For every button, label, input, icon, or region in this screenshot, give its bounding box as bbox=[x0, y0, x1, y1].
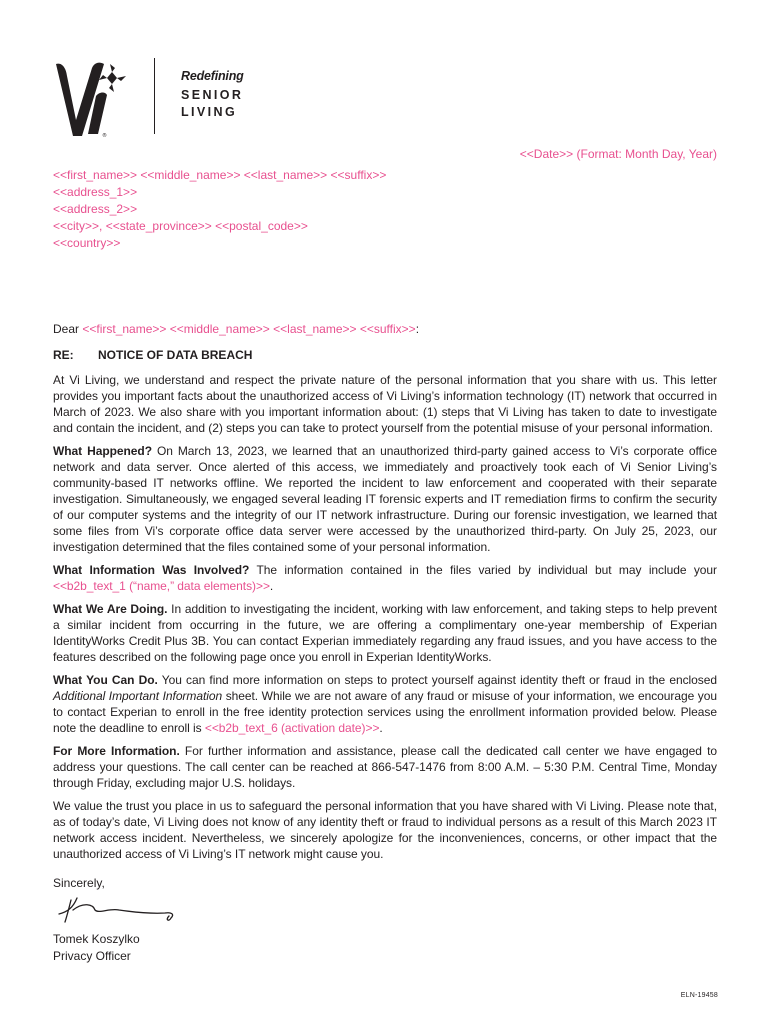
recipient-address bbox=[53, 167, 386, 252]
activation-date-placeholder: <<b2b_text_6 (activation date)>> bbox=[204, 721, 380, 735]
signer-block bbox=[53, 931, 140, 965]
trust-paragraph: We value the trust you place in us to safeguard the personal information that you have shared with Vi Living. Please note that, as of today’s date, Vi Living does not know of any identity theft or fraud to individual persons as a result of this March 2023 IT network access incident. Nevertheless, we sincerely apologize for the inconveniences, concerns, or other impact that the unauthorized access of Vi Living’s IT network might cause you. bbox=[53, 799, 717, 861]
tagline-line-3: LIVING bbox=[181, 105, 238, 119]
salutation-name-placeholder: <<first_name>> <<middle_name>> <<last_name>> <<suffix>> bbox=[82, 322, 416, 336]
address-line: <<country>> bbox=[53, 236, 121, 250]
address-line: <<first_name>> <<middle_name>> <<last_name>> <<suffix>> bbox=[53, 168, 387, 182]
re-label: RE: bbox=[53, 348, 74, 362]
subject-line bbox=[53, 347, 717, 363]
more-information-paragraph bbox=[53, 743, 717, 791]
closing: Sincerely, bbox=[53, 876, 105, 890]
tagline-line-2: SENIOR bbox=[181, 87, 244, 102]
what-you-can-do-text-cont: sheet. While we are not aware of any fraud or misuse of your information, we encourage you to contact Experian to enroll in the free identity protection services using the enrollment information provided below. Please note the deadline to enroll is bbox=[53, 689, 717, 735]
what-we-are-doing-text: In addition to investigating the incident, working with law enforcement, and taking steps to help prevent a similar incident from occurring in the future, we are offering a complimentary one-year membership of Experian IdentityWorks Credit Plus 3B. You can contact Experian immediately regarding any fraud issues, and you have access to the features described on the following page once you enroll in Experian IdentityWorks. bbox=[53, 602, 717, 664]
address-line: <<city>>, <<state_province>> <<postal_code>> bbox=[53, 219, 308, 233]
address-line: <<address_1>> bbox=[53, 185, 138, 199]
subject-text: NOTICE OF DATA BREACH bbox=[98, 348, 253, 362]
signature bbox=[53, 892, 183, 928]
signer-title: Privacy Officer bbox=[53, 949, 131, 963]
document-code: ELN-19458 bbox=[680, 992, 718, 999]
letter-body bbox=[53, 321, 717, 891]
salutation-prefix: Dear bbox=[53, 322, 83, 336]
what-we-are-doing-heading: What We Are Doing. bbox=[53, 602, 168, 616]
data-elements-placeholder: <<b2b_text_1 (“name,” data elements)>> bbox=[53, 579, 270, 593]
intro-paragraph: At Vi Living, we understand and respect the private nature of the personal information that you share with us. This letter provides you important facts about the unauthorized access of Vi Living’s information technology (IT) network that occurred in March of 2023. We also share with you important information about: (1) steps that Vi Living has taken to date to investigate and contain the incident, and (2) steps you can take to protect yourself from the potential misuse of your personal information. bbox=[53, 373, 717, 435]
what-you-can-do-paragraph bbox=[53, 672, 717, 736]
logo-divider bbox=[154, 58, 155, 134]
signer-name: Tomek Koszylko bbox=[53, 932, 140, 946]
information-involved-text: The information contained in the files varied by individual but may include your bbox=[249, 563, 717, 577]
information-involved-paragraph bbox=[53, 562, 717, 594]
salutation bbox=[53, 321, 717, 337]
svg-text:®: ® bbox=[102, 133, 107, 138]
information-involved-end: . bbox=[269, 579, 274, 593]
salutation-suffix: : bbox=[415, 322, 420, 336]
what-you-can-do-heading: What You Can Do. bbox=[53, 673, 158, 687]
logo-tagline bbox=[181, 70, 244, 124]
what-we-are-doing-paragraph bbox=[53, 601, 717, 665]
address-line: <<address_2>> bbox=[53, 202, 138, 216]
what-happened-paragraph bbox=[53, 443, 717, 555]
more-information-heading: For More Information. bbox=[53, 744, 180, 758]
tagline-line-1: Redefining bbox=[181, 69, 244, 83]
vi-logo bbox=[52, 58, 130, 138]
date-placeholder: <<Date>> (Format: Month Day, Year) bbox=[519, 147, 717, 161]
more-information-text: For further information and assistance, please call the dedicated call center we have engaged to address your questions. The call center can be reached at 866-547-1476 from 8:00 A.M. – 5:30 P.M. Central Time, Monday through Friday, excluding major U.S. holidays. bbox=[53, 744, 717, 790]
what-you-can-do-end: . bbox=[379, 721, 383, 735]
what-happened-heading: What Happened? bbox=[53, 444, 152, 458]
what-happened-text: On March 13, 2023, we learned that an unauthorized third-party gained access to Vi’s corporate office network and data server. Once alerted of this access, we immediately and proactively took each of Vi Senior Living’s community-based IT networks offline. We reported the incident to law enforcement and cooperated with their separate investigation. Simultaneously, we engaged several leading IT forensic experts and IT remediation firms to confirm the security of our computer systems and the integrity of our IT network infrastructure. During our forensic investigation, we learned that some files from Vi’s corporate office data server were accessed by the unauthorized third-party. On July 25, 2023, our investigation determined that the files contained some of your personal information. bbox=[53, 444, 717, 554]
what-you-can-do-text: You can find more information on steps to protect yourself against identity theft or fraud in the enclosed bbox=[157, 673, 717, 687]
additional-info-sheet-title: Additional Important Information bbox=[53, 689, 223, 703]
information-involved-heading: What Information Was Involved? bbox=[53, 563, 250, 577]
